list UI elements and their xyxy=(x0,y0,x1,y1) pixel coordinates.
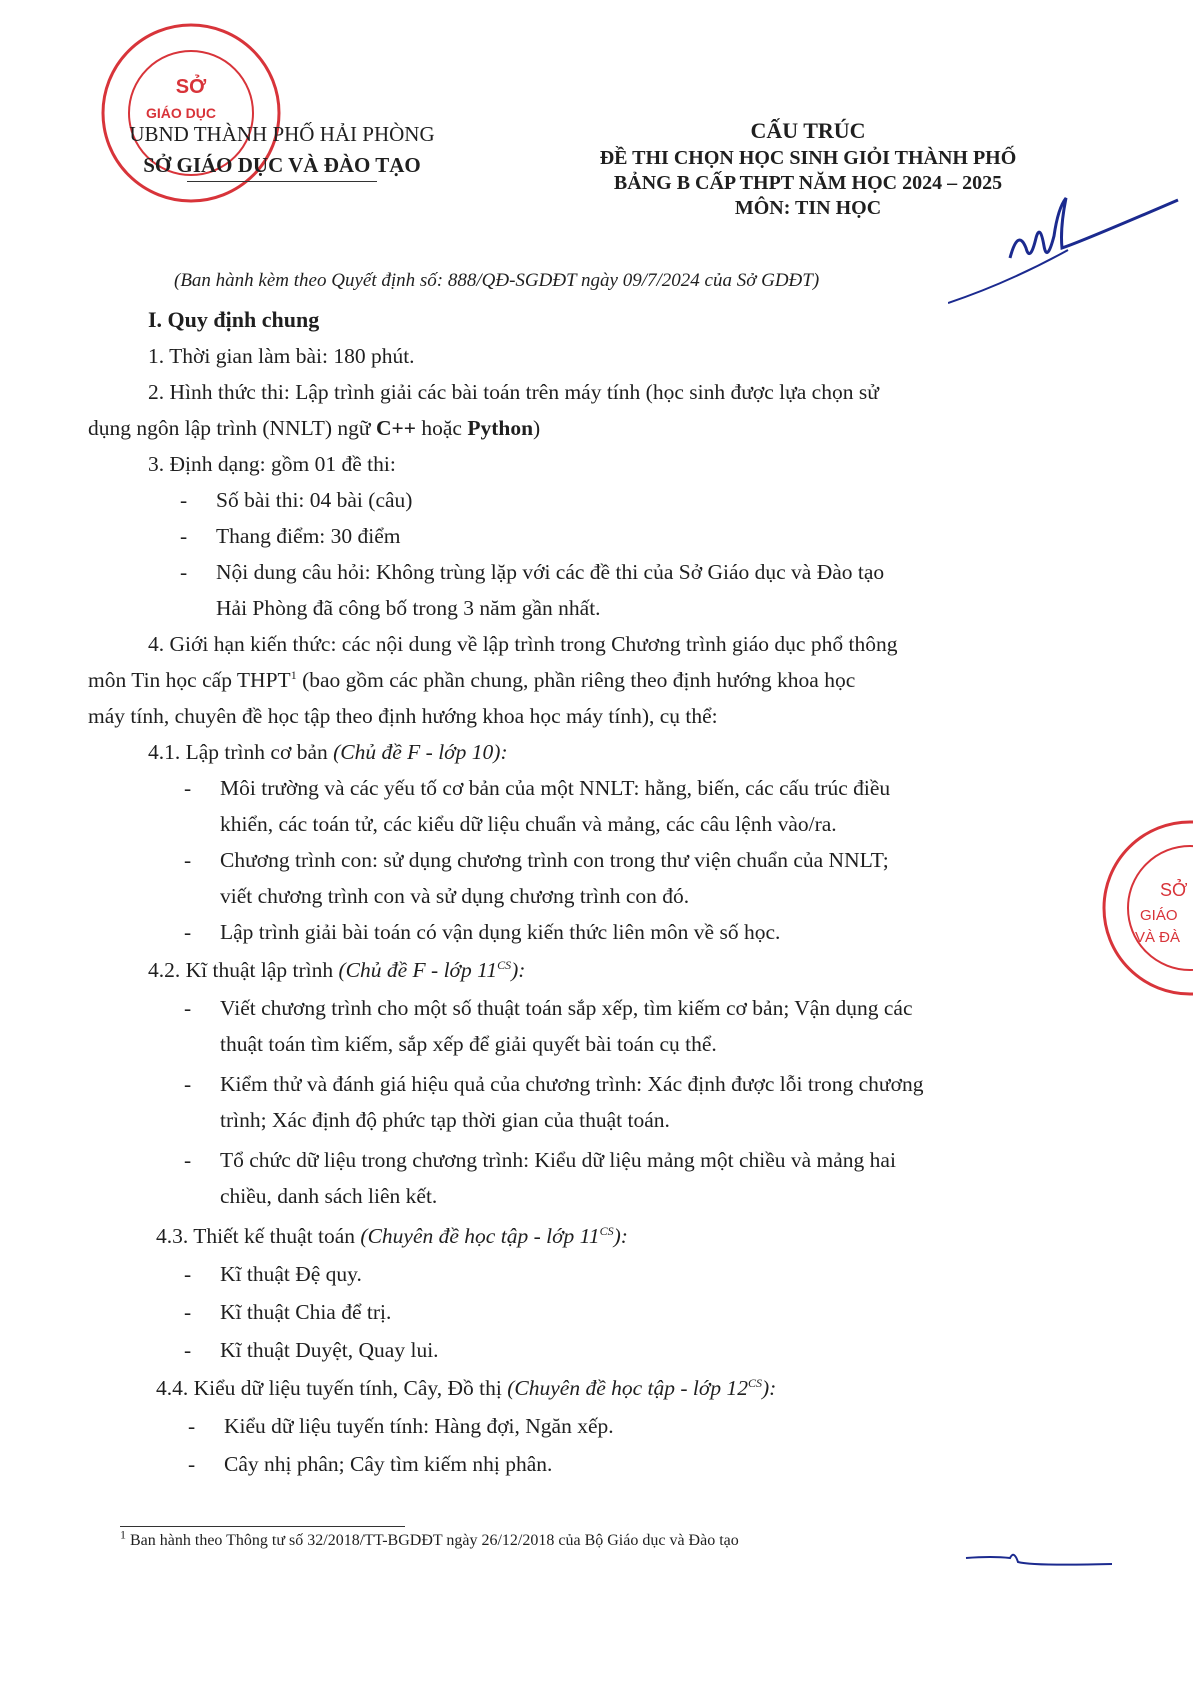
section-heading: I. Quy định chung xyxy=(148,307,320,332)
text-fragment: CS xyxy=(497,957,512,972)
list-item-text: Nội dung câu hỏi: Không trùng lặp với các đề thi của Sở Giáo dục và Đào tạo xyxy=(216,560,885,584)
rule-format-line2 xyxy=(88,410,540,446)
subsection-4-3-title xyxy=(156,1218,628,1254)
list-item xyxy=(180,518,401,554)
text-fragment: (Chuyên đề học tập - lớp 12 xyxy=(507,1376,748,1400)
text-fragment: 4.2. Kĩ thuật lập trình xyxy=(148,958,339,982)
bullet-dash: - xyxy=(188,1452,196,1476)
text-fragment: (Chủ đề F - lớp 10): xyxy=(333,740,508,764)
list-item xyxy=(184,1256,362,1292)
stamp-partial-line2: GIÁO xyxy=(1140,907,1178,924)
text-fragment: CS xyxy=(599,1223,614,1238)
list-item-text: Môi trường và các yếu tố cơ bản của một NNLT: hằng, biến, các cấu trúc điều xyxy=(220,776,891,800)
footnote xyxy=(120,1527,739,1550)
subsection-4-2-title xyxy=(148,952,525,988)
list-item-continuation xyxy=(180,590,601,626)
bullet-dash: - xyxy=(184,1148,192,1172)
list-item xyxy=(184,1332,439,1368)
text-fragment: (bao gồm các phần chung, phần riêng theo định hướng khoa học xyxy=(296,668,856,692)
bullet-dash: - xyxy=(184,776,192,800)
list-item-text: Kĩ thuật Chia để trị. xyxy=(220,1300,392,1324)
stamp-partial-line1: SỞ xyxy=(1160,880,1188,900)
subsection-4-1-title xyxy=(148,734,508,770)
list-item-text: Chương trình con: sử dụng chương trình con trong thư viện chuẩn của NNLT; xyxy=(220,848,889,872)
footnote-divider xyxy=(120,1526,405,1527)
footnote-text: Ban hành theo Thông tư số 32/2018/TT-BGDĐT ngày 26/12/2018 của Bộ Giáo dục và Đào tạo xyxy=(126,1532,739,1549)
list-item xyxy=(184,1066,923,1138)
text-fragment: CS xyxy=(748,1375,763,1390)
list-item-text: Số bài thi: 04 bài (câu) xyxy=(216,488,413,512)
department-line: SỞ GIÁO DỤC VÀ ĐÀO TẠO xyxy=(143,153,421,177)
text-fragment: 4.1. Lập trình cơ bản xyxy=(148,740,334,764)
initial-mark xyxy=(962,1540,1122,1580)
list-item-text: Kiểm thử và đánh giá hiệu quả của chương trình: Xác định được lỗi trong chương xyxy=(220,1072,924,1096)
text-fragment: (Chủ đề F - lớp 11 xyxy=(338,958,498,982)
list-item-text: thuật toán tìm kiếm, sắp xếp để giải quyết bài toán cụ thể. xyxy=(220,1032,717,1056)
list-item xyxy=(184,842,889,914)
rule-format-line1: 2. Hình thức thi: Lập trình giải các bài toán trên máy tính (học sinh được lựa chọn sử xyxy=(148,380,879,404)
subsection-4-4-title xyxy=(156,1370,776,1406)
knowledge-scope-line2 xyxy=(88,662,855,698)
text-fragment: 4.4. Kiểu dữ liệu tuyến tính, Cây, Đồ thị xyxy=(156,1376,508,1400)
text-fragment: ): xyxy=(762,1376,777,1400)
list-item xyxy=(180,554,884,590)
text-fragment: dụng ngôn lập trình (NNLT) ngữ xyxy=(88,416,376,440)
bullet-dash: - xyxy=(188,1414,196,1438)
list-item xyxy=(184,990,912,1062)
title-line-4: MÔN: TIN HỌC xyxy=(734,197,882,219)
footnote-ref: 1 xyxy=(290,667,297,682)
bullet-dash: - xyxy=(184,1262,192,1286)
knowledge-scope-line1: 4. Giới hạn kiến thức: các nội dung về lập trình trong Chương trình giáo dục phổ thông xyxy=(148,632,898,656)
stamp-top-text: SỞ xyxy=(175,76,207,98)
list-item-text: Lập trình giải bài toán có vận dụng kiến thức liên môn về số học. xyxy=(220,920,781,944)
list-item-text: Kĩ thuật Đệ quy. xyxy=(220,1262,362,1286)
rule-time: 1. Thời gian làm bài: 180 phút. xyxy=(148,344,415,368)
authority-line: UBND THÀNH PHỐ HẢI PHÒNG xyxy=(129,122,435,146)
list-item xyxy=(184,1142,896,1214)
signature-mark xyxy=(948,188,1188,318)
list-item xyxy=(188,1408,614,1444)
list-item xyxy=(184,1294,391,1330)
list-item-text: chiều, danh sách liên kết. xyxy=(220,1184,438,1208)
text-fragment: (Chuyên đề học tập - lớp 11 xyxy=(360,1224,600,1248)
official-stamp-seal-partial xyxy=(1100,818,1193,998)
bullet-dash: - xyxy=(184,1300,192,1324)
underline-divider xyxy=(187,181,377,182)
title-line-3: BẢNG B CẤP THPT NĂM HỌC 2024 – 2025 xyxy=(613,172,1003,194)
rule-structure: 3. Định dạng: gồm 01 đề thi: xyxy=(148,452,396,476)
list-item-text: Kiểu dữ liệu tuyến tính: Hàng đợi, Ngăn xếp. xyxy=(224,1414,614,1438)
text-fragment: hoặc xyxy=(415,416,468,440)
bullet-dash: - xyxy=(180,524,188,548)
language-cpp: C++ xyxy=(375,416,416,440)
bullet-dash: - xyxy=(184,920,192,944)
list-item xyxy=(188,1446,552,1482)
list-item-text: Hải Phòng đã công bố trong 3 năm gần nhất. xyxy=(216,596,601,620)
stamp-middle-text: GIÁO DỤC xyxy=(146,105,216,121)
list-item xyxy=(180,482,412,518)
list-item-text: Thang điểm: 30 điểm xyxy=(216,524,401,548)
language-python: Python xyxy=(467,416,534,440)
list-item-text: Tổ chức dữ liệu trong chương trình: Kiểu dữ liệu mảng một chiều và mảng hai xyxy=(220,1148,896,1172)
bullet-dash: - xyxy=(184,1338,192,1362)
issuing-authority xyxy=(112,122,452,182)
text-fragment: 4.3. Thiết kế thuật toán xyxy=(156,1224,361,1248)
stamp-partial-line3: VÀ ĐÀ xyxy=(1135,929,1181,946)
bullet-dash: - xyxy=(184,1072,192,1096)
bullet-dash: - xyxy=(180,560,188,584)
list-item-text: khiển, các toán tử, các kiểu dữ liệu chuẩn và mảng, các câu lệnh vào/ra. xyxy=(220,812,837,836)
footnote-mark: 1 xyxy=(120,1527,126,1542)
list-item xyxy=(184,914,780,950)
decision-note: (Ban hành kèm theo Quyết định số: 888/QĐ-SGDĐT ngày 09/7/2024 của Sở GDĐT) xyxy=(174,270,820,291)
title-line-2: ĐỀ THI CHỌN HỌC SINH GIỎI THÀNH PHỐ xyxy=(599,147,1017,169)
text-fragment: ) xyxy=(533,416,541,440)
text-fragment: ): xyxy=(511,958,526,982)
bullet-dash: - xyxy=(184,848,192,872)
knowledge-scope-line3: máy tính, chuyên đề học tập theo định hướng khoa học máy tính), cụ thể: xyxy=(88,704,718,728)
list-item xyxy=(184,770,890,842)
text-fragment: ): xyxy=(613,1224,628,1248)
list-item-text: Cây nhị phân; Cây tìm kiếm nhị phân. xyxy=(224,1452,553,1476)
title-line-1: CẤU TRÚC xyxy=(750,118,866,143)
list-item-text: viết chương trình con và sử dụng chương trình con đó. xyxy=(220,884,690,908)
list-item-text: Viết chương trình cho một số thuật toán sắp xếp, tìm kiếm cơ bản; Vận dụng các xyxy=(220,996,913,1020)
text-fragment: môn Tin học cấp THPT xyxy=(88,668,291,692)
list-item-text: trình; Xác định độ phức tạp thời gian của thuật toán. xyxy=(220,1108,670,1132)
list-item-text: Kĩ thuật Duyệt, Quay lui. xyxy=(220,1338,439,1362)
bullet-dash: - xyxy=(180,488,188,512)
bullet-dash: - xyxy=(184,996,192,1020)
